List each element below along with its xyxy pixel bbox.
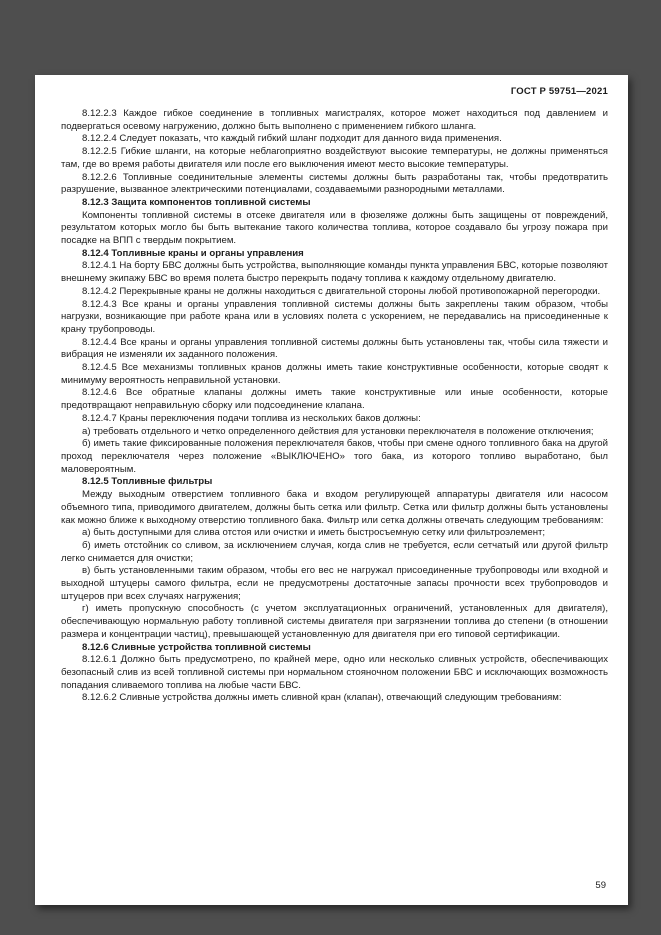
paragraph: 8.12.6.2 Сливные устройства должны иметь сливной кран (клапан), отвечающий следующим требованиям: [82,692,562,704]
paragraph: г) иметь пропускную способность (с учетом эксплуатационных ограничений, установленных для двигателя), обеспечивающую нормальную работу топливной системы двигателя при загрязнении топлива до степени (в отношении размера и концентрации частиц), превышающей установленную для двигателя при его типовой сертификации. [61,603,608,640]
paragraph: 8.12.4.5 Все механизмы топливных кранов должны иметь такие конструктивные особенности, которые сводят к минимуму вероятность неправильной установки. [61,362,608,386]
paragraph: 8.12.2.5 Гибкие шланги, на которые неблагоприятно воздействуют высокие температуры, не должны применяться там, где во время работы двигателя или после его выключения имеют место высокие температуры. [61,146,608,170]
paragraph: 8.12.4.6 Все обратные клапаны должны иметь такие конструктивные или иные особенности, которые предотвращают неправильную сборку или подсоединение клапана. [61,387,608,412]
paragraph: а) быть доступными для слива отстоя или очистки и иметь быстросъемную сетку или фильтроэлемент; [82,527,546,539]
paragraph: б) иметь такие фиксированные положения переключателя баков, чтобы при смене одного топливного бака на другой проход переключателя через положение «ВЫКЛЮЧЕНО» того бака, из которого топливо выработано, был маловероятным. [61,438,608,475]
section-heading: 8.12.3 Защита компонентов топливной системы [82,196,311,208]
paragraph: 8.12.4.7 Краны переключения подачи топлива из нескольких баков должны: [82,412,421,424]
section-heading: 8.12.5 Топливные фильтры [82,476,213,488]
standard-number: ГОСТ Р 59751—2021 [510,86,608,97]
paragraph: 8.12.6.1 Должно быть предусмотрено, по крайней мере, одно или несколько сливных устройств, обеспечивающих безопасный слив из всей топливной системы при нормальном стояночном положении БВС и исключающих возможность попадания сливаемого топлива на любые части БВС. [61,654,608,691]
paragraph: Между выходным отверстием топливного бака и входом регулирующей аппаратуры двигателя или насосом объемного типа, приводимого двигателем, должны быть сетка или фильтр. Сетка или фильтр должны быть установлены как можно ближе к выходному отверстию топливного бака. Фильтр или сетка должны отвечать следующим требованиям: [61,489,608,526]
document-header [61,86,608,97]
paragraph: 8.12.2.4 Следует показать, что каждый гибкий шланг подходит для данного вида применения. [82,133,502,145]
section-heading: 8.12.4 Топливные краны и органы управления [82,247,304,259]
paragraph: 8.12.4.3 Все краны и органы управления топливной системы должны быть закреплены таким образом, чтобы нагрузки, возникающие при работе крана или в условиях полета с ускорением, не передавались на присоединенные к крану трубопроводы. [61,298,608,335]
paragraph: 8.12.4.1 На борту БВС должны быть устройства, выполняющие команды пункта управления БВС, которые позволяют внешнему экипажу БВС во время полета быстро перекрыть подачу топлива к каждому отдельному двигателю. [61,260,608,285]
paragraph: 8.12.2.6 Топливные соединительные элементы системы должны быть разработаны так, чтобы предотвратить разрушение, вызванное электрическими потенциалами, создаваемыми разнородными металлами. [61,171,608,196]
document-body [61,108,608,872]
document-page [35,75,628,905]
paragraph: 8.12.4.2 Перекрывные краны не должны находиться с двигательной стороны любой противопожарной перегородки. [82,285,601,297]
paragraph: в) быть установленными таким образом, чтобы его вес не нагружал присоединенные трубопроводы или входной и выходной штуцеры самого фильтра, если не предусмотрены достаточные запасы прочности всех трубопроводов и штуцеров при всех случаях нагружения; [61,565,608,602]
page-number: 59 [595,880,606,891]
section-heading: 8.12.6 Сливные устройства топливной системы [82,641,311,653]
paragraph: а) требовать отдельного и четко определенного действия для установки переключателя в положение отключения; [82,425,594,437]
paragraph: б) иметь отстойник со сливом, за исключением случая, когда слив не требуется, если сетчатый или другой фильтр легко снимается для очистки; [61,539,608,564]
paragraph: Компоненты топливной системы в отсеке двигателя или в фюзеляже должны быть защищены от повреждений, результатом которых могло бы быть вытекание такого количества топлива, которое создавало бы угрозу пожара при посадке на ВПП с твердым покрытием. [61,209,608,247]
paragraph: 8.12.2.3 Каждое гибкое соединение в топливных магистралях, которое может находиться под давлением и подвергаться осевому нагружению, должно быть выполнено с применением гибкого шланга. [61,108,608,132]
paragraph: 8.12.4.4 Все краны и органы управления топливной системы должны быть установлены так, чтобы сила тяжести и вибрация не изменяли их заданного положения. [61,336,608,361]
